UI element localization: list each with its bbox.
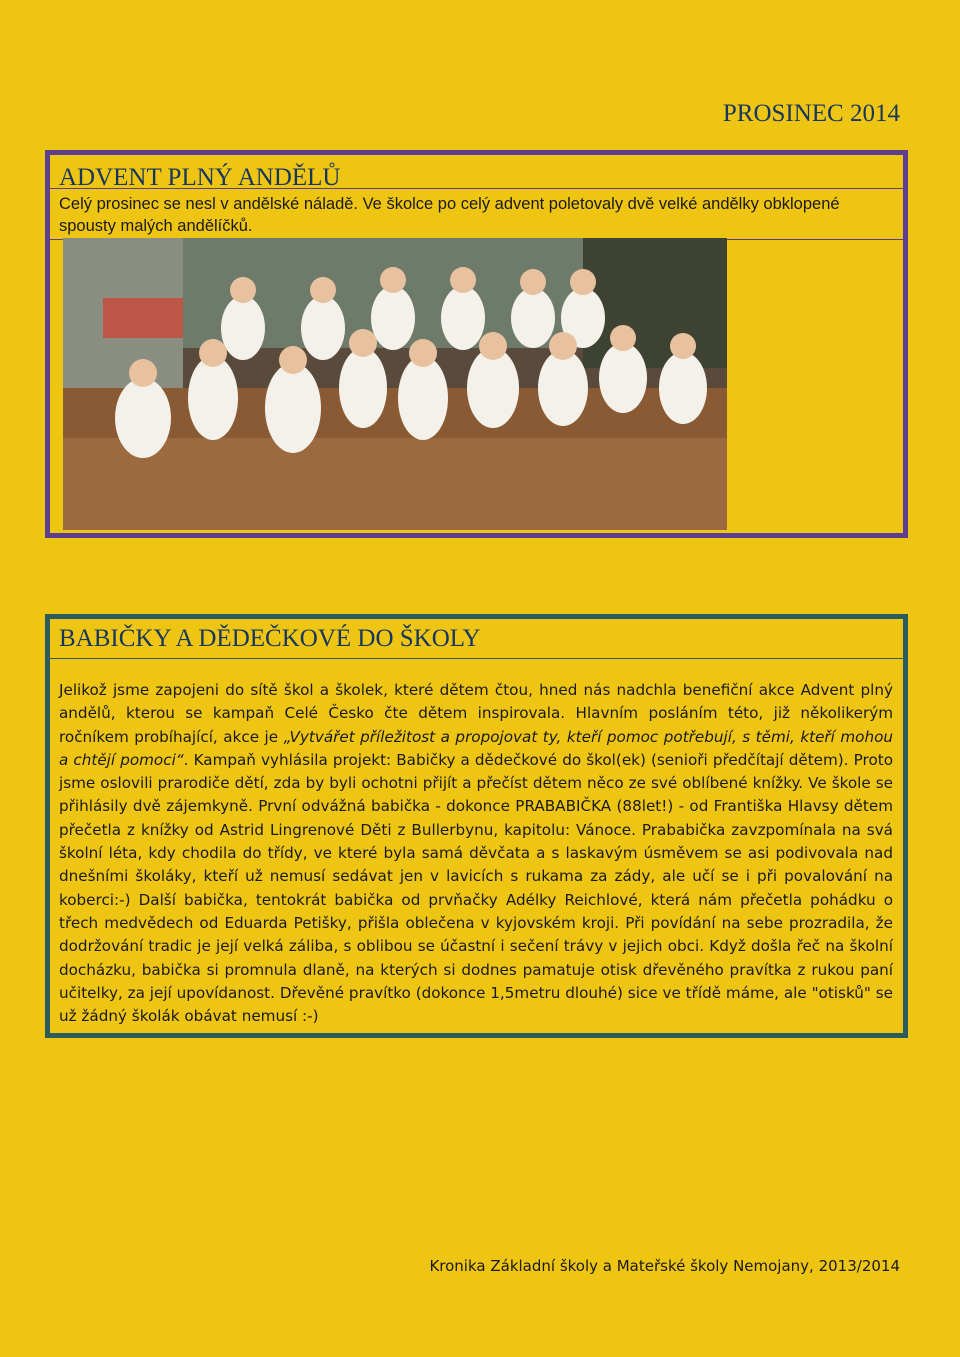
grandparents-title: BABIČKY A DĚDEČKOVÉ DO ŠKOLY <box>59 625 481 652</box>
grandparents-text-part1: Jelikož jsme zapojeni do sítě škol a školek, které dětem čtou, hned nás nadchla benefiční akce Advent plný andělů, kterou se kampaň Celé Česko čte dětem inspirovala. Hlavním posláním této, již několikerým ročníkem probíhající, akce je <box>59 681 893 746</box>
divider <box>50 188 903 189</box>
advent-title: ADVENT PLNÝ ANDĚLŮ <box>59 164 341 191</box>
divider <box>50 658 903 659</box>
grandparents-text-part2: . Kampaň vyhlásila projekt: Babičky a dědečkové do škol(ek) (senioři předčítají dětem). Proto jsme oslovili prarodiče dětí, zda by byli ochotni přijít a přečíst dětem něco ze své oblíbené knížky. Ve škole se přihlásily dvě zájemkyně. První odvážná babička - dokonce PRABABIČKA (88let!) - od Františka Hlavsy dětem přečetla z knížky od Astrid Lingrenové Děti z Bullerbynu, kapitolu: Vánoce. Prababička zavzpomínala na svá školní léta, kdy chodila do třídy, ve které byla samá děvčata a s laskavým úsměvem se asi podivovala nad dnešními školáky, kteří už nemusí sedávat jen v lavicích s rukama za zády, ale učí se i při povalování na koberci:-) Další babička, tentokrát babička od prvňačky Adélky Reichlové, která nám přečetla pohádku o třech medvědech od Eduarda Petišky, přišla oblečena v kyjovském kroji. Při povídání na sebe prozradila, že dodržování tradic je její velká záliba, s oblibou se účastní i sečení trávy v jejich obci. Když došla řeč na školní docházku, babička si promnula dlaně, na kterých si dodnes pamatuje otisk dřevěného pravítka z rukou paní učitelky, za její upovídanost. Dřevěné pravítko (dokonce 1,5metru dlouhé) sice ve třídě máme, ale "otisků" se už žádný školák obávat nemusí :-) <box>59 750 893 1026</box>
footer-chronicle: Kronika Základní školy a Mateřské školy Nemojany, 2013/2014 <box>429 1257 900 1275</box>
grandparents-quote: „Vytvářet příležitost a propojovat ty, kteří pomoc potřebují, s těmi, kteří mohou a chtějí pomoci“ <box>59 727 893 769</box>
month-heading: PROSINEC 2014 <box>722 100 900 127</box>
children-angels-photo <box>63 238 727 530</box>
advent-text: Celý prosinec se nesl v andělské náladě. Ve školce po celý advent poletovaly dvě velké andělky obklopené spousty malých andělíčků. <box>59 195 840 235</box>
grandparents-text <box>59 679 893 1028</box>
grandparents-section <box>45 614 908 1038</box>
